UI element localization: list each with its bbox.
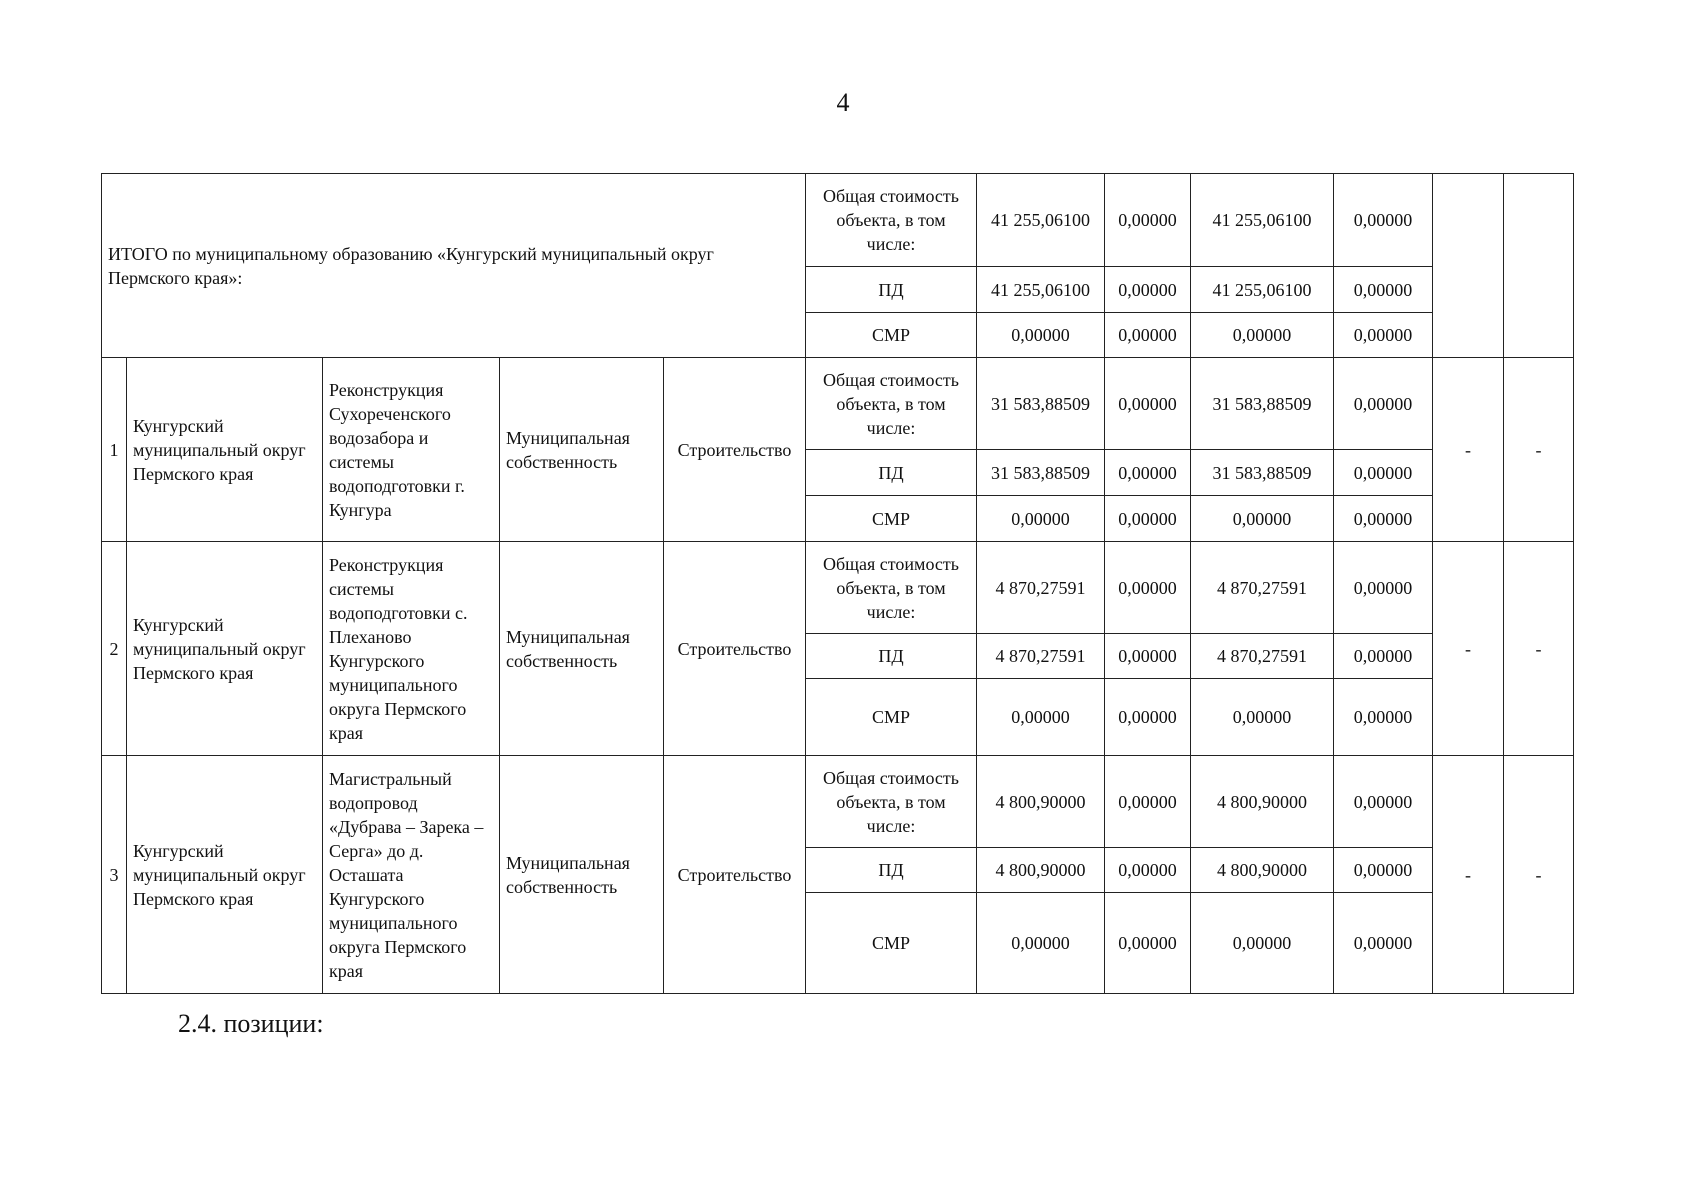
row-number: 2	[102, 542, 127, 756]
value-cell: 0,00000	[1105, 542, 1191, 634]
ownership-cell: Муниципальная собственность	[500, 358, 664, 542]
cost-type-cell: ПД	[806, 267, 977, 313]
value-cell: 0,00000	[1105, 267, 1191, 313]
value-cell: 4 870,27591	[1191, 634, 1334, 679]
object-name-cell: Реконструкция системы водоподготовки с. Плеханово Кунгурского муниципального округа Пермского края	[323, 542, 500, 756]
row-number: 3	[102, 756, 127, 994]
dash-cell: -	[1433, 542, 1504, 756]
page-number: 4	[836, 88, 850, 117]
value-cell: 0,00000	[1334, 267, 1433, 313]
cost-type-cell: ПД	[806, 450, 977, 496]
cost-type-cell: СМР	[806, 679, 977, 756]
value-cell: 0,00000	[977, 496, 1105, 542]
value-cell: 0,00000	[977, 313, 1105, 358]
value-cell: 0,00000	[1334, 313, 1433, 358]
ownership-cell: Муниципальная собственность	[500, 542, 664, 756]
table-row	[102, 358, 1574, 450]
value-cell: 0,00000	[977, 679, 1105, 756]
object-name-cell: Магистральный водопровод «Дубрава – Зарека – Серга» до д. Осташата Кунгурского муниципального округа Пермского края	[323, 756, 500, 994]
ownership-cell: Муниципальная собственность	[500, 756, 664, 994]
value-cell: 0,00000	[1191, 893, 1334, 994]
value-cell: 0,00000	[1334, 496, 1433, 542]
dash-cell: -	[1504, 542, 1574, 756]
value-cell: 0,00000	[1334, 174, 1433, 267]
municipality-cell: Кунгурский муниципальный округ Пермского края	[127, 358, 323, 542]
municipality-cell: Кунгурский муниципальный округ Пермского края	[127, 542, 323, 756]
value-cell: 0,00000	[1191, 679, 1334, 756]
cost-type-cell: СМР	[806, 496, 977, 542]
work-type-cell: Строительство	[664, 756, 806, 994]
table-row	[102, 756, 1574, 848]
value-cell: 41 255,06100	[977, 174, 1105, 267]
value-cell: 4 870,27591	[977, 634, 1105, 679]
cost-type-cell: Общая стоимость объекта, в том числе:	[806, 542, 977, 634]
cost-type-cell: СМР	[806, 893, 977, 994]
value-cell: 31 583,88509	[1191, 358, 1334, 450]
empty-cell	[1433, 174, 1504, 358]
value-cell: 31 583,88509	[977, 450, 1105, 496]
value-cell: 0,00000	[1334, 358, 1433, 450]
value-cell: 41 255,06100	[1191, 174, 1334, 267]
value-cell: 0,00000	[1334, 756, 1433, 848]
object-name-cell: Реконструкция Сухореченского водозабора и системы водоподготовки г. Кунгура	[323, 358, 500, 542]
cost-type-cell: ПД	[806, 634, 977, 679]
value-cell: 0,00000	[1334, 893, 1433, 994]
cost-type-cell: Общая стоимость объекта, в том числе:	[806, 174, 977, 267]
value-cell: 41 255,06100	[1191, 267, 1334, 313]
cost-type-cell: Общая стоимость объекта, в том числе:	[806, 358, 977, 450]
table-row	[102, 542, 1574, 634]
dash-cell: -	[1433, 358, 1504, 542]
value-cell: 0,00000	[1105, 450, 1191, 496]
work-type-cell: Строительство	[664, 542, 806, 756]
municipality-cell: Кунгурский муниципальный округ Пермского края	[127, 756, 323, 994]
cost-type-cell: СМР	[806, 313, 977, 358]
value-cell: 31 583,88509	[977, 358, 1105, 450]
value-cell: 0,00000	[1191, 496, 1334, 542]
value-cell: 0,00000	[1105, 679, 1191, 756]
value-cell: 4 800,90000	[977, 756, 1105, 848]
value-cell: 41 255,06100	[977, 267, 1105, 313]
value-cell: 0,00000	[1105, 358, 1191, 450]
subsection-title: 2.4. позиции:	[178, 1009, 324, 1038]
value-cell: 0,00000	[1105, 496, 1191, 542]
value-cell: 4 870,27591	[1191, 542, 1334, 634]
value-cell: 0,00000	[1105, 756, 1191, 848]
value-cell: 0,00000	[1334, 450, 1433, 496]
total-row	[102, 174, 1574, 267]
value-cell: 4 870,27591	[977, 542, 1105, 634]
dash-cell: -	[1504, 358, 1574, 542]
value-cell: 4 800,90000	[1191, 756, 1334, 848]
work-type-cell: Строительство	[664, 358, 806, 542]
value-cell: 0,00000	[1334, 634, 1433, 679]
value-cell: 31 583,88509	[1191, 450, 1334, 496]
total-label: ИТОГО по муниципальному образованию «Кунгурский муниципальный округ Пермского края»:	[102, 174, 806, 358]
value-cell: 0,00000	[1105, 634, 1191, 679]
value-cell: 0,00000	[1105, 174, 1191, 267]
value-cell: 0,00000	[1105, 893, 1191, 994]
investment-objects-table	[101, 173, 1574, 994]
cost-type-cell: Общая стоимость объекта, в том числе:	[806, 756, 977, 848]
value-cell: 0,00000	[977, 893, 1105, 994]
empty-cell	[1504, 174, 1574, 358]
row-number: 1	[102, 358, 127, 542]
value-cell: 0,00000	[1334, 542, 1433, 634]
dash-cell: -	[1433, 756, 1504, 994]
value-cell: 0,00000	[1334, 848, 1433, 893]
value-cell: 0,00000	[1105, 848, 1191, 893]
value-cell: 4 800,90000	[1191, 848, 1334, 893]
value-cell: 0,00000	[1191, 313, 1334, 358]
value-cell: 0,00000	[1334, 679, 1433, 756]
value-cell: 4 800,90000	[977, 848, 1105, 893]
dash-cell: -	[1504, 756, 1574, 994]
cost-type-cell: ПД	[806, 848, 977, 893]
value-cell: 0,00000	[1105, 313, 1191, 358]
